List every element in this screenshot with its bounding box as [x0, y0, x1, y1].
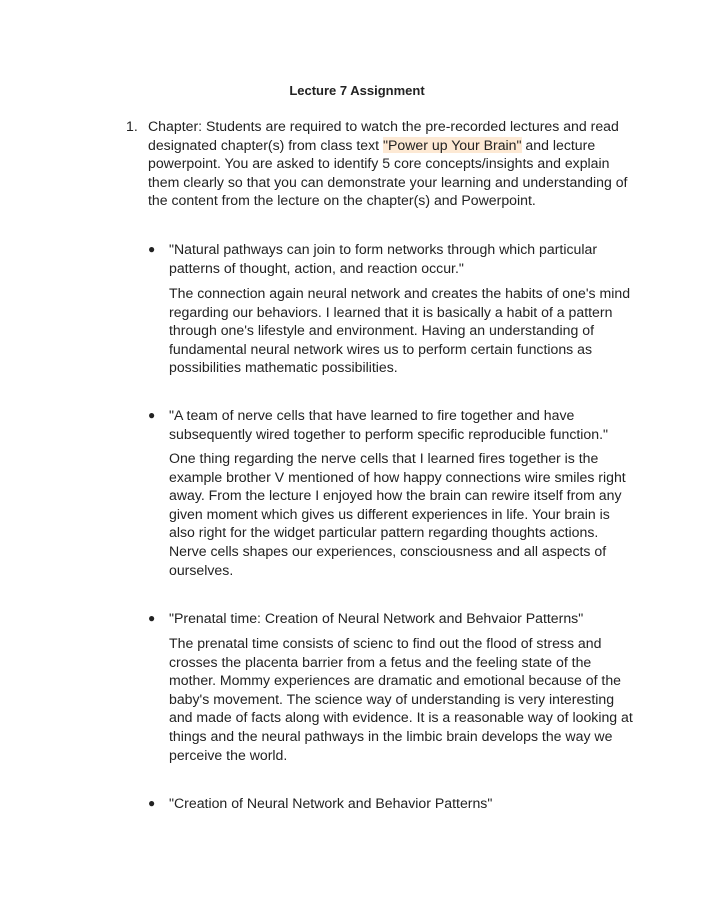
- quote-text: "Prenatal time: Creation of Neural Network and Behvaior Patterns": [169, 610, 584, 626]
- item-number: 1.: [126, 118, 138, 134]
- bullet-paragraph-2: One thing regarding the nerve cells that I learned fires together is the example brother V mentioned of how happy connections wire smiles right away. From the lecture I enjoyed how the brain can rewire itself from any given moment which gives us different experiences in life. Your brain is also right for the widget particular pattern regarding thoughts actions. Nerve cells shapes our experiences, consciousness and all aspects of ourselves.: [169, 450, 626, 578]
- quote-text: "A team of nerve cells that have learned to fire together and have subsequently wired together to perform specific reproducible function.": [169, 407, 609, 442]
- item-1-text: [148, 117, 638, 210]
- bullet-paragraph-3: The prenatal time consists of scienc to find out the flood of stress and crosses the placenta barrier from a fetus and the feeling state of the mother. Mommy experiences are dramatic and emotional because of the baby's movement. The science way of understanding is very interesting and made of facts along with evidence. It is a reasonable way of looking at things and the neural pathways in the limbic brain develops the way we perceive the world.: [169, 635, 633, 763]
- highlighted-book-title: "Power up Your Brain": [383, 136, 522, 153]
- quote-text: "Creation of Neural Network and Behavior Patterns": [169, 795, 493, 811]
- quote-text: "Natural pathways can join to form networks through which particular patterns of thought, action, and reaction occur.": [169, 241, 598, 276]
- bullet-paragraph-1: The connection again neural network and creates the habits of one's mind regarding our behaviors. I learned that it is basically a habit of a pattern through one's lifestyle and environment. Having an understanding of fundamental neural network wires us to perform certain functions as possibilities mathematic possibilities.: [169, 285, 631, 376]
- bullet-icon: ●: [148, 611, 156, 625]
- bullet-icon: ●: [148, 242, 156, 256]
- item-1-text-after: and lecture powerpoint. You are asked to identify 5 core concepts/insights and explain them clearly so that you can demonstrate your learning and understanding of the content from the lecture on the chapter(s) and Powerpoint.: [148, 136, 628, 209]
- item-1-text-before: Chapter: Students are required to watch the pre-recorded lectures and read designated chapter(s) from class text: [148, 118, 619, 153]
- document-title: Lecture 7 Assignment: [289, 83, 425, 98]
- bullet-icon: ●: [148, 408, 156, 422]
- bullet-icon: ●: [148, 796, 156, 810]
